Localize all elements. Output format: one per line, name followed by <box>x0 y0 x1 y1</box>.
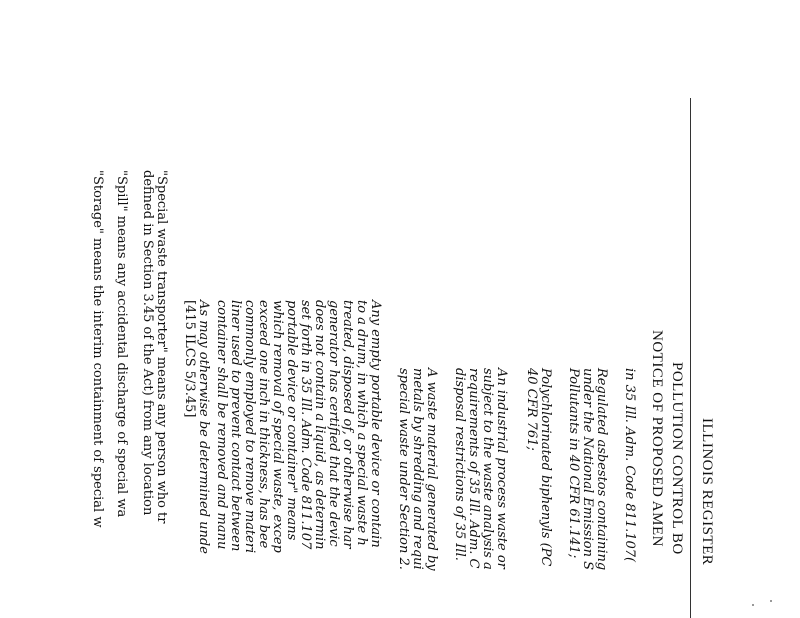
text-line: Regulated asbestos containing <box>594 368 609 571</box>
definition-line: "Spill" means any accidental discharge of special wa <box>114 170 129 518</box>
definition-line: defined in Section 3.45 of the Act) from any location <box>140 170 155 516</box>
notice-title: NOTICE OF PROPOSED AMEN <box>649 330 665 547</box>
text-line: disposal restrictions of 35 Ill. <box>452 368 467 561</box>
text-line: A waste material generated by <box>424 368 439 571</box>
register-title: ILLINOIS REGISTER <box>699 418 715 566</box>
text-line: generator has certified that the devic <box>326 300 341 547</box>
scan-speck <box>770 600 772 602</box>
definition-line: "Storage" means the interim containment of special w <box>90 170 105 528</box>
text-line: commonly employed to remove materi <box>242 300 257 554</box>
text-line: portable device or container" means <box>284 300 299 541</box>
text-line: metals by shredding and requi <box>410 368 425 570</box>
text-line: requirements of 35 Ill. Adm. C <box>466 368 481 569</box>
text-line: does not contain a liquid, as determin <box>312 300 327 550</box>
text-line: under the National Emission S <box>580 368 595 570</box>
citation: [415 ILCS 5/3.45] <box>182 300 197 418</box>
text-line: to a drum, in which a special waste h <box>354 300 369 546</box>
text-line: treated, disposed of, or otherwise har <box>340 300 355 549</box>
text-line: 40 CFR 761; <box>524 368 539 451</box>
text-line: which removal of special waste, excep <box>270 300 285 553</box>
text-line: Polychlorinated biphenyls (PC <box>538 368 553 567</box>
scan-speck <box>752 604 754 606</box>
text-line: liner used to prevent contact between <box>228 300 243 552</box>
text-line: Any empty portable device or contain <box>368 300 383 548</box>
text-line: in 35 Ill. Adm. Code 811.107( <box>622 368 637 563</box>
text-line: An industrial process waste or <box>494 368 509 569</box>
text-line: subject to the waste analysis a <box>480 368 495 570</box>
header-rule <box>690 98 691 618</box>
definition-line: "Special waste transporter" means any person who tr <box>154 170 169 524</box>
text-line: Pollutants in 40 CFR 61.141; <box>566 368 581 559</box>
text-line: set forth in 35 Ill. Adm. Code 811.107 <box>298 300 313 550</box>
text-line: container shall be removed and manu <box>214 300 229 550</box>
text-line: special waste under Section 2. <box>396 368 411 570</box>
text-line: As may otherwise be determined unde <box>196 300 211 554</box>
text-line: exceed one inch in thickness, has bee <box>256 300 271 549</box>
board-title: POLLUTION CONTROL BO <box>669 362 685 555</box>
